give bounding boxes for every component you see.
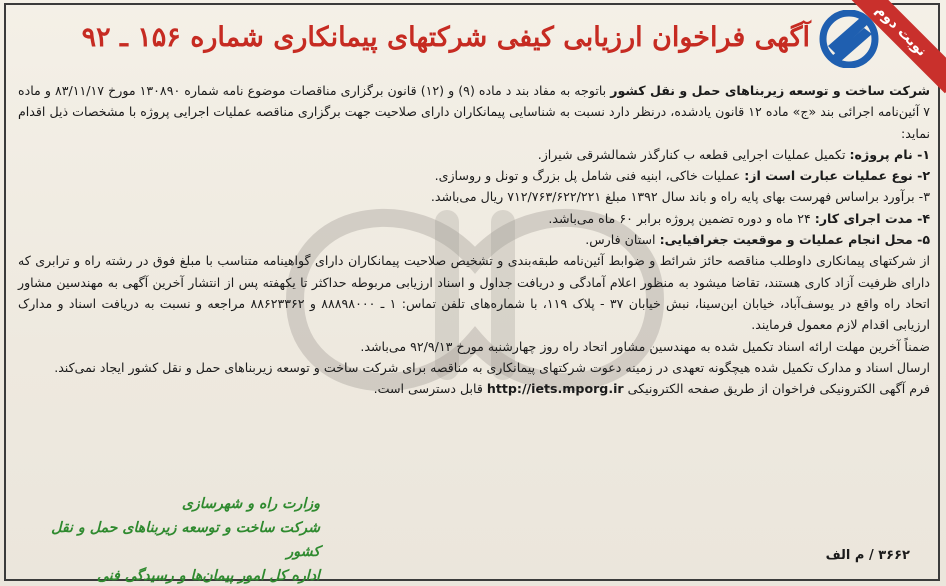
intro-paragraph (18, 80, 930, 144)
document-number: ۳۶۶۲ / م الف (825, 548, 910, 563)
signature-line-department: اداره کل امور پیمان‌ها و رسیدگی فنی (96, 568, 320, 584)
signature-line-ministry: وزارت راه و شهرسازی (181, 496, 320, 512)
note-paragraph: ارسال اسناد و مدارک تکمیل شده هیچگونه تعهدی در زمینه دعوت شرکتهای پیمانکاری به مناقصه برای شرکت ساخت و توسعه زیربناهای حمل و نقل کشور ایجاد نمی‌کند. (54, 359, 930, 375)
website-link[interactable]: http://iets.mporg.ir (486, 381, 624, 397)
signature-line-company: شرکت ساخت و توسعه زیربناهای حمل و نقل کشور (51, 520, 320, 560)
ribbon-label: نوبت دوم (872, 2, 930, 60)
signature-block (40, 492, 320, 586)
item-text: عملیات خاکی، ابنیه فنی شامل پل بزرگ و تونل و روسازی. (434, 168, 745, 184)
item-label: ۵- محل انجام عملیات و موقعیت جغرافیایی: (659, 232, 930, 248)
item-text: ۲۴ ماه و دوره تضمین پروژه برابر ۶۰ ماه می‌باشد. (548, 210, 815, 226)
list-item (18, 208, 930, 229)
intro-text: باتوجه به مفاد بند د ماده (۹) و (۱۲) قانون برگزاری مناقصات موضوع نامه شماره ۱۳۰۸۹۰ مورخ ۸۳/۱۱/۱۷ و ماده ۷ آئین‌نامه اجرائی بند «ج» ماده ۱۲ قانون یادشده، درنظر دارد نسبت به شناسایی پیمانکاران دارای صلاحیت جهت برگزاری مناقصه عملیات اجرایی پروژه با مشخصات ذیل اقدام نماید: (18, 83, 930, 141)
notice-body (18, 80, 930, 399)
item-text: ۳- برآورد براساس فهرست بهای پایه راه و باند سال ۱۳۹۲ مبلغ ۷۱۲/۷۶۳/۶۲۲/۲۲۱ ریال می‌باشد. (430, 189, 930, 205)
url-post-text: قابل دسترسی است. (373, 381, 487, 397)
item-label: ۲- نوع عملیات عبارت است از: (744, 168, 930, 184)
list-item (18, 165, 930, 186)
item-text: تکمیل عملیات اجرایی قطعه ب کنارگذر شمالشرقی شیراز. (537, 146, 850, 162)
list-item (18, 144, 930, 165)
item-label: ۱- نام پروژه: (849, 146, 930, 162)
item-text: استان فارس. (585, 232, 660, 248)
notice-title: آگهی فراخوان ارزیابی کیفی شرکتهای پیمانکاری شماره ۱۵۶ ـ ۹۲ (81, 22, 810, 53)
url-paragraph (18, 378, 930, 399)
intro-lead: شرکت ساخت و توسعه زیربناهای حمل و نقل کشور (610, 83, 930, 98)
main-paragraph: از شرکتهای پیمانکاری داوطلب مناقصه حائز شرائط و ضوابط آئین‌نامه طبقه‌بندی و تشخیص صلاحیت پیمانکاران دارای گواهینامه متناسب با مبلغ فوق در رشته راه و ترابری که دارای ظرفیت آزاد کاری هستند، تقاضا میشود به منظور اعلام آمادگی و دریافت جداول و اسناد ارزیابی مربوطه حداکثر تا یکهفته پس از انتشار آخرین آگهی به مهندسین مشاور اتحاد راه واقع در یوسف‌آباد، خیابان ابن‌سینا، نبش خیابان ۳۷ - پلاک ۱۱۹، با شماره‌های تلفن تماس: ۱ ـ ۸۸۸۹۸۰۰۰ و ۸۸۶۲۳۳۶۲ مراجعه و نسبت به دریافت اسناد و مدارک ارزیابی اقدام لازم معمول فرمایند. (18, 253, 930, 333)
list-item (18, 229, 930, 250)
url-pre-text: فرم آگهی الکترونیکی فراخوان از طریق صفحه الکترونیکی (623, 381, 930, 397)
deadline-paragraph: ضمناً آخرین مهلت ارائه اسناد تکمیل شده به مهندسین مشاور اتحاد راه روز چهارشنبه مورخ ۹۲/۹/۱۳ می‌باشد. (360, 338, 930, 354)
item-label: ۴- مدت اجرای کار: (814, 210, 930, 226)
list-item (18, 186, 930, 207)
